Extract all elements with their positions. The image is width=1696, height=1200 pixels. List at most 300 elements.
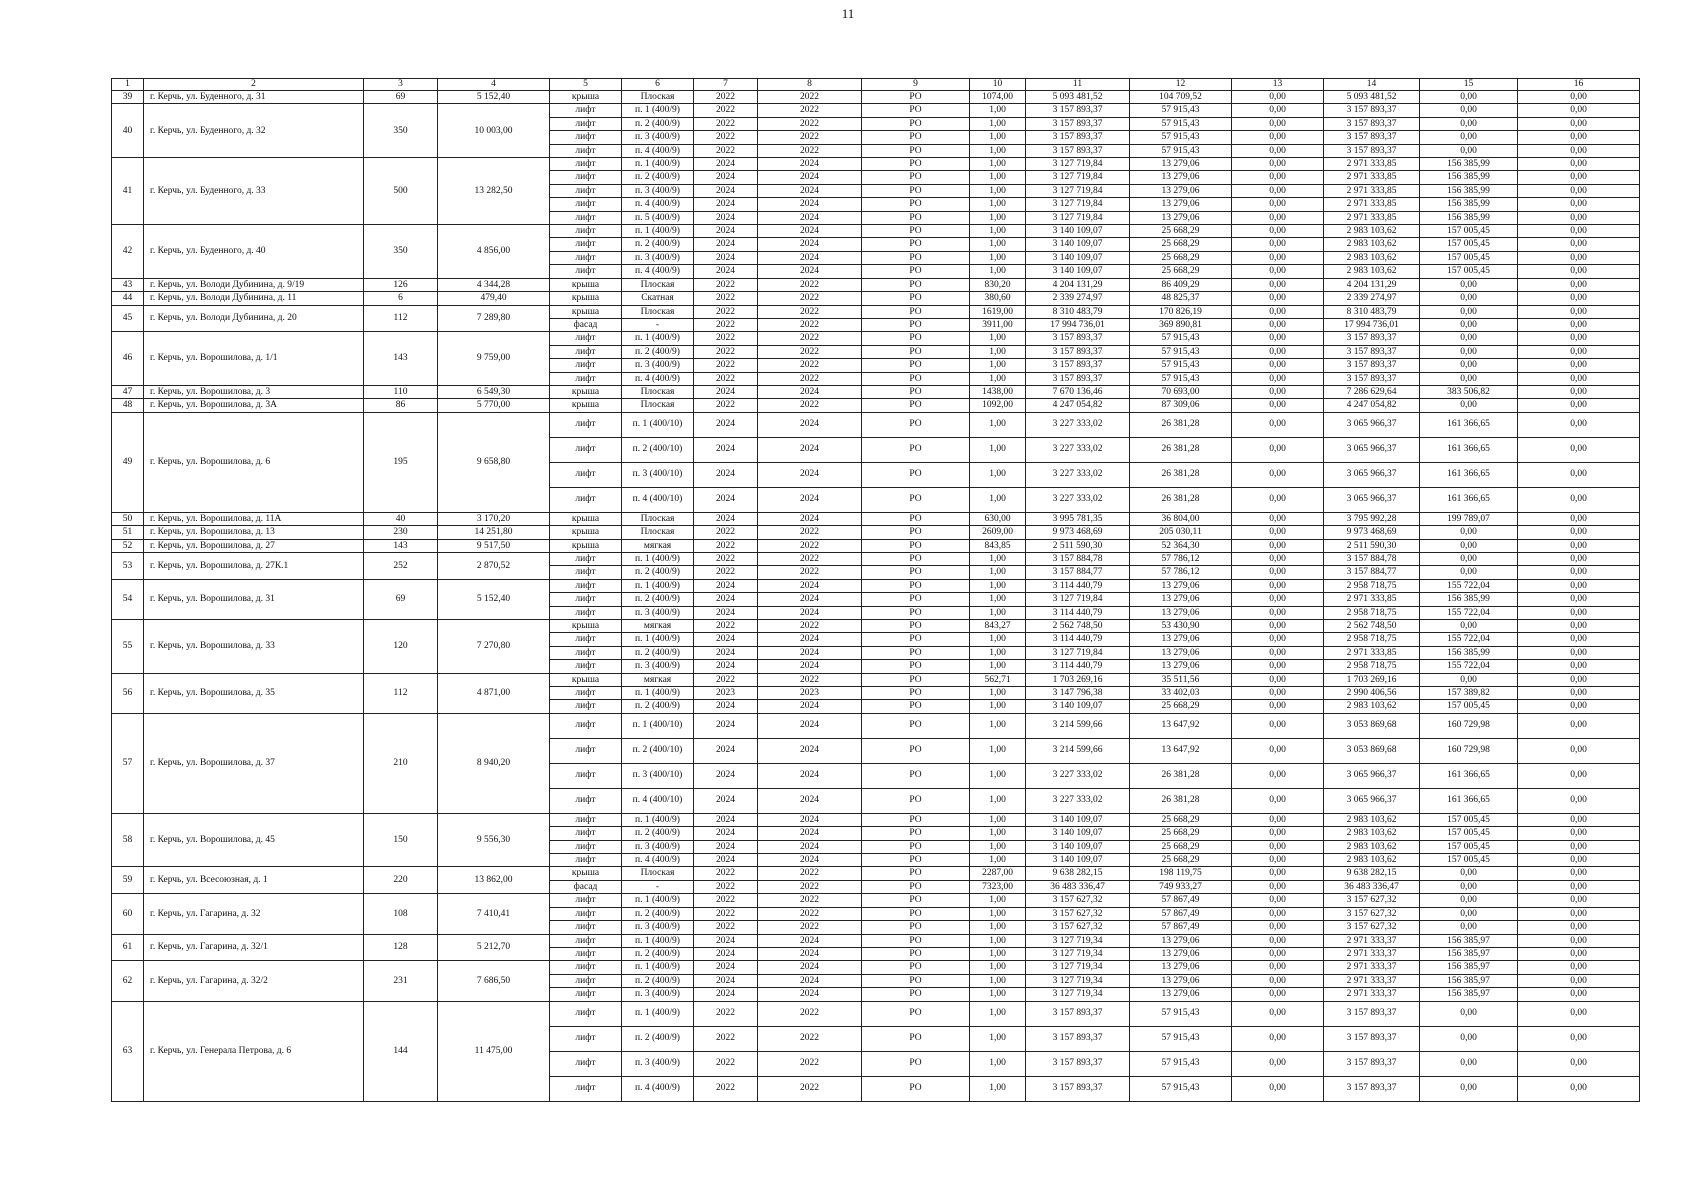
per-unit-cost-cell: 13 279,06 <box>1130 158 1232 171</box>
total-cost-cell: 3 140 109,07 <box>1026 251 1130 264</box>
residents-cell: 86 <box>364 399 438 412</box>
other-cost-cell: 0,00 <box>1518 988 1640 1001</box>
residents-cell: 128 <box>364 934 438 961</box>
volume-cell: 843,85 <box>970 539 1026 552</box>
plan-year-cell: 2022 <box>758 399 862 412</box>
budget-cell: 0,00 <box>1232 620 1324 633</box>
per-unit-cost-cell: 87 309,06 <box>1130 399 1232 412</box>
operator-cell: РО <box>862 184 970 197</box>
total-cost-cell: 3 127 719,34 <box>1026 947 1130 960</box>
volume-cell: 1,00 <box>970 934 1026 947</box>
per-unit-cost-cell: 25 668,29 <box>1130 854 1232 867</box>
per-unit-cost-cell: 57 915,43 <box>1130 372 1232 385</box>
plan-year-cell: 2022 <box>694 359 758 372</box>
element-cell: крыша <box>550 292 622 305</box>
owner-cost-cell: 156 385,99 <box>1420 593 1518 606</box>
column-number-cell: 11 <box>1026 79 1130 91</box>
total-cost-cell: 3 214 599,66 <box>1026 738 1130 763</box>
fund-cost-cell: 3 065 966,37 <box>1324 462 1420 487</box>
plan-year-cell: 2024 <box>694 840 758 853</box>
volume-cell: 1,00 <box>970 646 1026 659</box>
per-unit-cost-cell: 749 933,27 <box>1130 880 1232 893</box>
volume-cell: 1,00 <box>970 332 1026 345</box>
table-row <box>112 278 1640 291</box>
element-cell: лифт <box>550 961 622 974</box>
total-cost-cell: 3 140 109,07 <box>1026 827 1130 840</box>
plan-year-cell: 2024 <box>694 961 758 974</box>
owner-cost-cell: 0,00 <box>1420 894 1518 907</box>
other-cost-cell: 0,00 <box>1518 788 1640 813</box>
budget-cell: 0,00 <box>1232 318 1324 331</box>
element-type-cell: п. 3 (400/9) <box>622 184 694 197</box>
owner-cost-cell: 160 729,98 <box>1420 713 1518 738</box>
element-type-cell: - <box>622 318 694 331</box>
plan-year-cell: 2022 <box>758 144 862 157</box>
plan-year-cell: 2022 <box>694 318 758 331</box>
total-cost-cell: 3 227 333,02 <box>1026 412 1130 437</box>
other-cost-cell: 0,00 <box>1518 713 1640 738</box>
owner-cost-cell: 0,00 <box>1420 372 1518 385</box>
budget-cell: 0,00 <box>1232 345 1324 358</box>
element-cell: лифт <box>550 738 622 763</box>
plan-year-cell: 2024 <box>758 700 862 713</box>
plan-year-cell: 2022 <box>694 117 758 130</box>
owner-cost-cell: 157 005,45 <box>1420 238 1518 251</box>
operator-cell: РО <box>862 579 970 592</box>
element-cell: крыша <box>550 305 622 318</box>
element-type-cell: Плоская <box>622 512 694 525</box>
element-type-cell: п. 4 (400/9) <box>622 198 694 211</box>
element-cell: лифт <box>550 593 622 606</box>
plan-year-cell: 2024 <box>694 512 758 525</box>
budget-cell: 0,00 <box>1232 372 1324 385</box>
budget-cell: 0,00 <box>1232 606 1324 619</box>
element-cell: лифт <box>550 646 622 659</box>
budget-cell: 0,00 <box>1232 687 1324 700</box>
operator-cell: РО <box>862 788 970 813</box>
per-unit-cost-cell: 13 647,92 <box>1130 713 1232 738</box>
volume-cell: 1,00 <box>970 840 1026 853</box>
operator-cell: РО <box>862 251 970 264</box>
table-row <box>112 512 1640 525</box>
operator-cell: РО <box>862 292 970 305</box>
owner-cost-cell: 156 385,99 <box>1420 158 1518 171</box>
fund-cost-cell: 2 983 103,62 <box>1324 854 1420 867</box>
per-unit-cost-cell: 13 279,06 <box>1130 171 1232 184</box>
column-number-cell: 15 <box>1420 79 1518 91</box>
element-cell: крыша <box>550 91 622 104</box>
fund-cost-cell: 2 983 103,62 <box>1324 225 1420 238</box>
column-number-cell: 9 <box>862 79 970 91</box>
row-number-cell: 58 <box>112 813 144 867</box>
volume-cell: 1,00 <box>970 238 1026 251</box>
other-cost-cell: 0,00 <box>1518 687 1640 700</box>
total-cost-cell: 3 227 333,02 <box>1026 763 1130 788</box>
owner-cost-cell: 0,00 <box>1420 104 1518 117</box>
total-cost-cell: 3 157 893,37 <box>1026 345 1130 358</box>
volume-cell: 1,00 <box>970 198 1026 211</box>
volume-cell: 1,00 <box>970 700 1026 713</box>
fund-cost-cell: 3 065 966,37 <box>1324 487 1420 512</box>
fund-cost-cell: 3 053 869,68 <box>1324 713 1420 738</box>
volume-cell: 1,00 <box>970 225 1026 238</box>
budget-cell: 0,00 <box>1232 907 1324 920</box>
owner-cost-cell: 0,00 <box>1420 117 1518 130</box>
total-cost-cell: 9 638 282,15 <box>1026 867 1130 880</box>
fund-cost-cell: 3 157 627,32 <box>1324 894 1420 907</box>
table-row <box>112 713 1640 738</box>
total-cost-cell: 3 227 333,02 <box>1026 462 1130 487</box>
address-cell: г. Керчь, ул. Буденного, д. 33 <box>144 158 364 225</box>
operator-cell: РО <box>862 462 970 487</box>
plan-year-cell: 2022 <box>758 305 862 318</box>
element-cell: лифт <box>550 921 622 934</box>
owner-cost-cell: 155 722,04 <box>1420 579 1518 592</box>
fund-cost-cell: 2 971 333,85 <box>1324 184 1420 197</box>
other-cost-cell: 0,00 <box>1518 880 1640 893</box>
volume-cell: 1,00 <box>970 788 1026 813</box>
plan-year-cell: 2022 <box>758 359 862 372</box>
other-cost-cell: 0,00 <box>1518 278 1640 291</box>
volume-cell: 1,00 <box>970 974 1026 987</box>
budget-cell: 0,00 <box>1232 487 1324 512</box>
address-cell: г. Керчь, ул. Ворошилова, д. 35 <box>144 673 364 713</box>
per-unit-cost-cell: 57 867,49 <box>1130 921 1232 934</box>
element-cell: лифт <box>550 827 622 840</box>
volume-cell: 1438,00 <box>970 385 1026 398</box>
area-cell: 5 770,00 <box>438 399 550 412</box>
volume-cell: 7323,00 <box>970 880 1026 893</box>
plan-year-cell: 2024 <box>694 827 758 840</box>
volume-cell: 1,00 <box>970 738 1026 763</box>
total-cost-cell: 7 670 136,46 <box>1026 385 1130 398</box>
plan-year-cell: 2024 <box>694 184 758 197</box>
row-number-cell: 55 <box>112 620 144 674</box>
owner-cost-cell: 0,00 <box>1420 620 1518 633</box>
plan-year-cell: 2024 <box>758 158 862 171</box>
area-cell: 5 212,70 <box>438 934 550 961</box>
plan-year-cell: 2022 <box>758 867 862 880</box>
budget-cell: 0,00 <box>1232 385 1324 398</box>
plan-year-cell: 2022 <box>758 104 862 117</box>
volume-cell: 2609,00 <box>970 526 1026 539</box>
operator-cell: РО <box>862 487 970 512</box>
operator-cell: РО <box>862 198 970 211</box>
volume-cell: 1,00 <box>970 1001 1026 1026</box>
element-type-cell: п. 1 (400/9) <box>622 552 694 565</box>
other-cost-cell: 0,00 <box>1518 225 1640 238</box>
owner-cost-cell: 0,00 <box>1420 539 1518 552</box>
total-cost-cell: 3 157 884,77 <box>1026 566 1130 579</box>
volume-cell: 1,00 <box>970 104 1026 117</box>
budget-cell: 0,00 <box>1232 91 1324 104</box>
plan-year-cell: 2022 <box>694 620 758 633</box>
element-type-cell: Скатная <box>622 292 694 305</box>
owner-cost-cell: 156 385,97 <box>1420 934 1518 947</box>
owner-cost-cell: 157 005,45 <box>1420 827 1518 840</box>
other-cost-cell: 0,00 <box>1518 700 1640 713</box>
element-type-cell: мягкая <box>622 620 694 633</box>
other-cost-cell: 0,00 <box>1518 385 1640 398</box>
total-cost-cell: 3 157 893,37 <box>1026 131 1130 144</box>
plan-year-cell: 2024 <box>758 487 862 512</box>
plan-year-cell: 2024 <box>758 512 862 525</box>
element-cell: фасад <box>550 318 622 331</box>
address-cell: г. Керчь, ул. Генерала Петрова, д. 6 <box>144 1001 364 1101</box>
element-type-cell: п. 4 (400/10) <box>622 487 694 512</box>
volume-cell: 1,00 <box>970 251 1026 264</box>
element-cell: крыша <box>550 399 622 412</box>
residents-cell: 231 <box>364 961 438 1001</box>
fund-cost-cell: 3 065 966,37 <box>1324 763 1420 788</box>
plan-year-cell: 2024 <box>758 593 862 606</box>
element-cell: лифт <box>550 251 622 264</box>
other-cost-cell: 0,00 <box>1518 593 1640 606</box>
element-type-cell: п. 2 (400/9) <box>622 117 694 130</box>
plan-year-cell: 2022 <box>758 345 862 358</box>
plan-year-cell: 2024 <box>758 225 862 238</box>
volume-cell: 1,00 <box>970 158 1026 171</box>
fund-cost-cell: 2 983 103,62 <box>1324 265 1420 278</box>
operator-cell: РО <box>862 606 970 619</box>
area-cell: 6 549,30 <box>438 385 550 398</box>
fund-cost-cell: 2 971 333,85 <box>1324 646 1420 659</box>
budget-cell: 0,00 <box>1232 265 1324 278</box>
budget-cell: 0,00 <box>1232 566 1324 579</box>
per-unit-cost-cell: 57 915,43 <box>1130 345 1232 358</box>
per-unit-cost-cell: 13 279,06 <box>1130 646 1232 659</box>
plan-year-cell: 2024 <box>758 238 862 251</box>
owner-cost-cell: 0,00 <box>1420 91 1518 104</box>
total-cost-cell: 3 157 893,37 <box>1026 372 1130 385</box>
plan-year-cell: 2022 <box>694 526 758 539</box>
fund-cost-cell: 2 971 333,37 <box>1324 974 1420 987</box>
area-cell: 8 940,20 <box>438 713 550 813</box>
table-row <box>112 332 1640 345</box>
fund-cost-cell: 2 983 103,62 <box>1324 700 1420 713</box>
other-cost-cell: 0,00 <box>1518 211 1640 224</box>
volume-cell: 1,00 <box>970 131 1026 144</box>
operator-cell: РО <box>862 552 970 565</box>
operator-cell: РО <box>862 278 970 291</box>
element-type-cell: п. 1 (400/10) <box>622 412 694 437</box>
volume-cell: 1,00 <box>970 462 1026 487</box>
volume-cell: 1,00 <box>970 211 1026 224</box>
budget-cell: 0,00 <box>1232 1051 1324 1076</box>
per-unit-cost-cell: 25 668,29 <box>1130 225 1232 238</box>
operator-cell: РО <box>862 646 970 659</box>
total-cost-cell: 3 157 893,37 <box>1026 332 1130 345</box>
table-row <box>112 934 1640 947</box>
fund-cost-cell: 3 157 893,37 <box>1324 1026 1420 1051</box>
owner-cost-cell: 156 385,99 <box>1420 184 1518 197</box>
operator-cell: РО <box>862 399 970 412</box>
operator-cell: РО <box>862 660 970 673</box>
element-cell: лифт <box>550 1026 622 1051</box>
plan-year-cell: 2024 <box>758 788 862 813</box>
address-cell: г. Керчь, ул. Гагарина, д. 32 <box>144 894 364 934</box>
plan-year-cell: 2022 <box>758 318 862 331</box>
plan-year-cell: 2022 <box>694 104 758 117</box>
plan-year-cell: 2024 <box>694 265 758 278</box>
operator-cell: РО <box>862 763 970 788</box>
per-unit-cost-cell: 170 826,19 <box>1130 305 1232 318</box>
element-cell: лифт <box>550 184 622 197</box>
budget-cell: 0,00 <box>1232 526 1324 539</box>
element-cell: лифт <box>550 171 622 184</box>
plan-year-cell: 2022 <box>758 372 862 385</box>
owner-cost-cell: 0,00 <box>1420 305 1518 318</box>
operator-cell: РО <box>862 974 970 987</box>
row-number-cell: 42 <box>112 225 144 279</box>
plan-year-cell: 2024 <box>758 827 862 840</box>
volume-cell: 1,00 <box>970 487 1026 512</box>
plan-year-cell: 2024 <box>758 961 862 974</box>
fund-cost-cell: 3 157 627,32 <box>1324 921 1420 934</box>
element-type-cell: п. 1 (400/9) <box>622 894 694 907</box>
plan-year-cell: 2022 <box>758 566 862 579</box>
budget-cell: 0,00 <box>1232 713 1324 738</box>
per-unit-cost-cell: 25 668,29 <box>1130 827 1232 840</box>
operator-cell: РО <box>862 894 970 907</box>
residents-cell: 210 <box>364 713 438 813</box>
element-cell: лифт <box>550 372 622 385</box>
plan-year-cell: 2024 <box>758 713 862 738</box>
table-row <box>112 292 1640 305</box>
fund-cost-cell: 2 958 718,75 <box>1324 579 1420 592</box>
owner-cost-cell: 156 385,99 <box>1420 211 1518 224</box>
fund-cost-cell: 2 983 103,62 <box>1324 840 1420 853</box>
table-row <box>112 620 1640 633</box>
element-type-cell: п. 4 (400/9) <box>622 265 694 278</box>
fund-cost-cell: 3 157 893,37 <box>1324 131 1420 144</box>
budget-cell: 0,00 <box>1232 854 1324 867</box>
owner-cost-cell: 161 366,65 <box>1420 437 1518 462</box>
per-unit-cost-cell: 25 668,29 <box>1130 251 1232 264</box>
operator-cell: РО <box>862 104 970 117</box>
other-cost-cell: 0,00 <box>1518 763 1640 788</box>
budget-cell: 0,00 <box>1232 332 1324 345</box>
plan-year-cell: 2024 <box>694 412 758 437</box>
row-number-cell: 41 <box>112 158 144 225</box>
owner-cost-cell: 0,00 <box>1420 552 1518 565</box>
plan-year-cell: 2022 <box>694 292 758 305</box>
table-row <box>112 225 1640 238</box>
owner-cost-cell: 0,00 <box>1420 399 1518 412</box>
fund-cost-cell: 2 983 103,62 <box>1324 251 1420 264</box>
element-type-cell: п. 2 (400/9) <box>622 646 694 659</box>
per-unit-cost-cell: 57 915,43 <box>1130 104 1232 117</box>
area-cell: 4 871,00 <box>438 673 550 713</box>
owner-cost-cell: 155 722,04 <box>1420 606 1518 619</box>
element-type-cell: п. 3 (400/9) <box>622 1051 694 1076</box>
budget-cell: 0,00 <box>1232 238 1324 251</box>
element-type-cell: п. 4 (400/9) <box>622 1076 694 1101</box>
table-row <box>112 673 1640 686</box>
table-row <box>112 91 1640 104</box>
volume-cell: 1074,00 <box>970 91 1026 104</box>
operator-cell: РО <box>862 211 970 224</box>
row-number-cell: 44 <box>112 292 144 305</box>
per-unit-cost-cell: 25 668,29 <box>1130 813 1232 826</box>
plan-year-cell: 2024 <box>694 700 758 713</box>
other-cost-cell: 0,00 <box>1518 412 1640 437</box>
address-cell: г. Керчь, ул. Ворошилова, д. 1/1 <box>144 332 364 386</box>
element-cell: фасад <box>550 880 622 893</box>
fund-cost-cell: 2 511 590,30 <box>1324 539 1420 552</box>
budget-cell: 0,00 <box>1232 131 1324 144</box>
other-cost-cell: 0,00 <box>1518 867 1640 880</box>
element-cell: крыша <box>550 539 622 552</box>
plan-year-cell: 2022 <box>694 566 758 579</box>
element-cell: лифт <box>550 437 622 462</box>
operator-cell: РО <box>862 988 970 1001</box>
other-cost-cell: 0,00 <box>1518 827 1640 840</box>
element-type-cell: п. 3 (400/9) <box>622 921 694 934</box>
plan-year-cell: 2024 <box>758 265 862 278</box>
element-cell: лифт <box>550 854 622 867</box>
other-cost-cell: 0,00 <box>1518 238 1640 251</box>
owner-cost-cell: 0,00 <box>1420 1001 1518 1026</box>
volume-cell: 1,00 <box>970 763 1026 788</box>
total-cost-cell: 3 127 719,84 <box>1026 198 1130 211</box>
residents-cell: 112 <box>364 673 438 713</box>
other-cost-cell: 0,00 <box>1518 251 1640 264</box>
per-unit-cost-cell: 35 511,56 <box>1130 673 1232 686</box>
volume-cell: 1,00 <box>970 359 1026 372</box>
owner-cost-cell: 157 005,45 <box>1420 700 1518 713</box>
other-cost-cell: 0,00 <box>1518 961 1640 974</box>
plan-year-cell: 2024 <box>694 593 758 606</box>
fund-cost-cell: 4 247 054,82 <box>1324 399 1420 412</box>
fund-cost-cell: 2 971 333,85 <box>1324 171 1420 184</box>
plan-year-cell: 2024 <box>694 660 758 673</box>
element-type-cell: п. 1 (400/10) <box>622 713 694 738</box>
owner-cost-cell: 156 385,97 <box>1420 961 1518 974</box>
operator-cell: РО <box>862 372 970 385</box>
fund-cost-cell: 3 157 884,78 <box>1324 552 1420 565</box>
column-number-cell: 6 <box>622 79 694 91</box>
plan-year-cell: 2024 <box>758 947 862 960</box>
plan-year-cell: 2024 <box>694 854 758 867</box>
per-unit-cost-cell: 25 668,29 <box>1130 700 1232 713</box>
operator-cell: РО <box>862 921 970 934</box>
plan-year-cell: 2022 <box>694 278 758 291</box>
plan-year-cell: 2024 <box>758 646 862 659</box>
plan-year-cell: 2024 <box>758 211 862 224</box>
area-cell: 7 289,80 <box>438 305 550 332</box>
budget-cell: 0,00 <box>1232 1076 1324 1101</box>
owner-cost-cell: 0,00 <box>1420 332 1518 345</box>
plan-year-cell: 2022 <box>758 526 862 539</box>
element-cell: лифт <box>550 265 622 278</box>
plan-year-cell: 2022 <box>758 620 862 633</box>
owner-cost-cell: 157 005,45 <box>1420 251 1518 264</box>
other-cost-cell: 0,00 <box>1518 539 1640 552</box>
element-cell: лифт <box>550 566 622 579</box>
per-unit-cost-cell: 198 119,75 <box>1130 867 1232 880</box>
plan-year-cell: 2022 <box>758 1051 862 1076</box>
operator-cell: РО <box>862 854 970 867</box>
other-cost-cell: 0,00 <box>1518 974 1640 987</box>
per-unit-cost-cell: 26 381,28 <box>1130 487 1232 512</box>
other-cost-cell: 0,00 <box>1518 673 1640 686</box>
element-type-cell: Плоская <box>622 526 694 539</box>
residents-cell: 350 <box>364 225 438 279</box>
residents-cell: 40 <box>364 512 438 525</box>
budget-cell: 0,00 <box>1232 738 1324 763</box>
fund-cost-cell: 3 795 992,28 <box>1324 512 1420 525</box>
